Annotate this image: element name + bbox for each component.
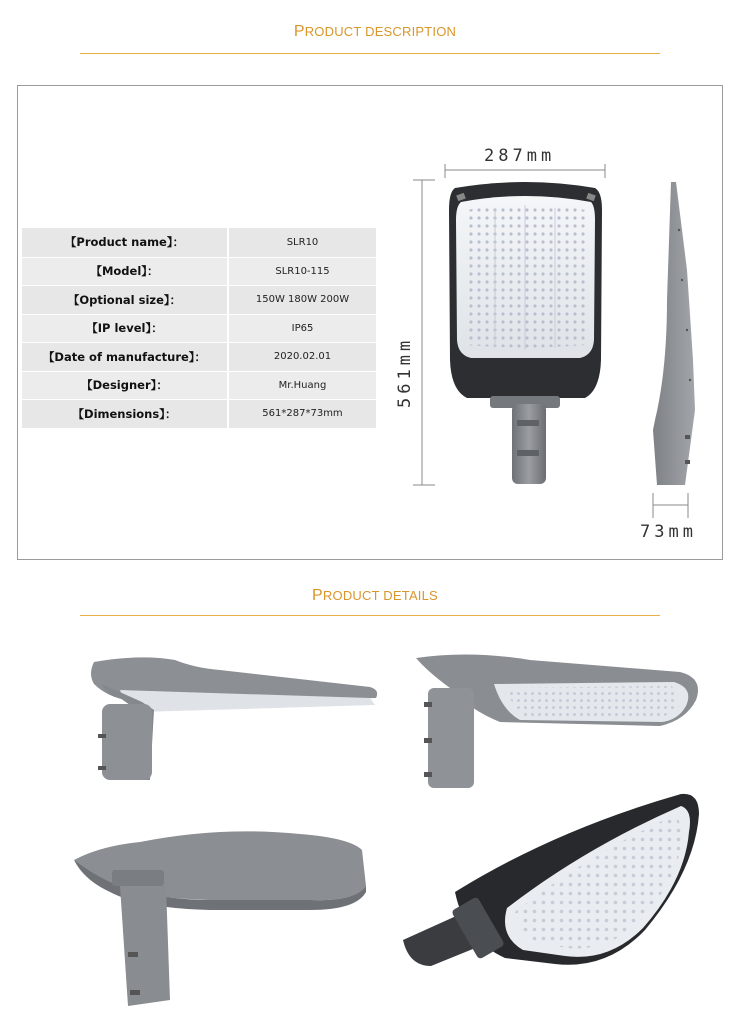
spec-value: 561*287*73mm: [262, 408, 343, 420]
product-details-title: [0, 587, 750, 605]
spec-row: [22, 314, 376, 343]
spec-label: 【Model】：: [90, 264, 159, 279]
title-rest: RODUCT DESCRIPTION: [304, 24, 457, 39]
spec-value: 150W 180W 200W: [255, 294, 350, 306]
title-underline: [80, 53, 660, 54]
spec-row: [22, 399, 376, 428]
spec-value: Mr.Huang: [278, 379, 327, 391]
spec-label: 【Optional size】：: [67, 292, 182, 307]
title-rest: RODUCT DETAILS: [322, 588, 438, 603]
spec-row: [22, 371, 376, 400]
title-initial: P: [312, 587, 323, 604]
spec-label: 【Date of manufacture】：: [42, 349, 207, 364]
detail-photo-top-housing: [70, 820, 370, 1010]
title-underline: [80, 615, 660, 616]
title-initial: P: [293, 23, 305, 40]
spec-row: [22, 342, 376, 371]
detail-photo-angled-lens: [410, 648, 710, 793]
height-dimension: [413, 180, 435, 485]
side-view-lamp: [653, 182, 695, 485]
spec-row: [22, 228, 376, 257]
front-side-drawing: [395, 150, 725, 550]
width-label: 287mm: [484, 146, 556, 166]
spec-label: 【IP level】：: [86, 321, 163, 336]
height-label: 561mm: [395, 336, 415, 408]
spec-label: 【Product name】：: [64, 235, 185, 250]
spec-value: SLR10: [286, 236, 319, 248]
spec-row: [22, 285, 376, 314]
spec-label: 【Dimensions】：: [72, 406, 177, 421]
spec-value: 2020.02.01: [273, 351, 332, 363]
spec-value: IP65: [291, 322, 314, 334]
depth-label: 73mm: [640, 522, 697, 542]
product-description-title: [0, 23, 750, 41]
front-view-lamp: [449, 182, 602, 484]
detail-photo-underside: [395, 790, 715, 1020]
depth-dimension: [653, 493, 688, 518]
detail-photo-side-profile: [80, 640, 390, 790]
spec-label: 【Designer】：: [81, 378, 168, 393]
width-dimension: [445, 164, 605, 178]
spec-value: SLR10-115: [275, 265, 330, 277]
spec-row: [22, 257, 376, 286]
spec-table: [22, 228, 376, 428]
